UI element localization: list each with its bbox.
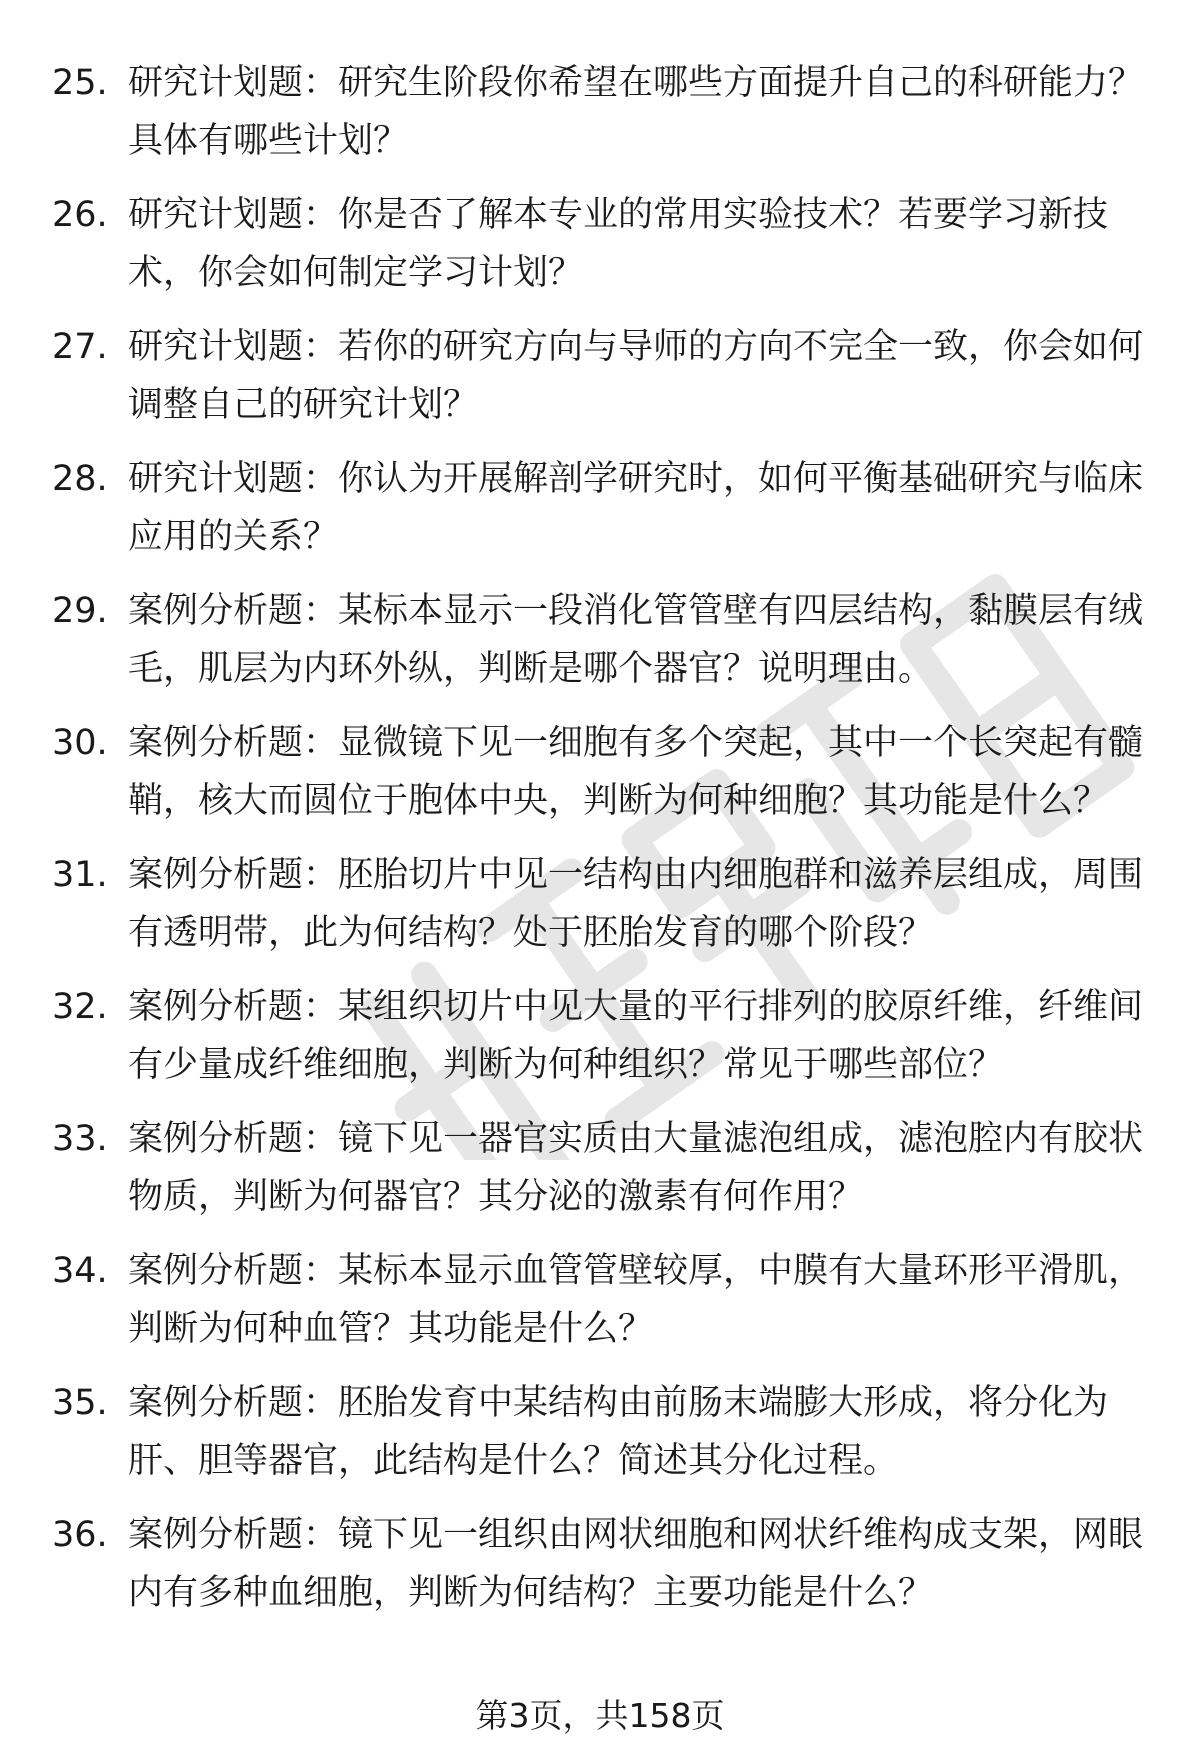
question-item [52,714,1152,830]
question-item [52,450,1152,566]
question-text: 研究计划题：你认为开展解剖学研究时，如何平衡基础研究与临床应用的关系？ [128,459,1144,557]
question-number: 33. [52,1119,108,1159]
question-item [52,318,1152,434]
question-list [52,54,1152,1622]
question-text: 案例分析题：镜下见一组织由网状细胞和网状纤维构成支架，网眼内有多种血细胞，判断为何结构？主要功能是什么？ [128,1515,1144,1613]
question-item [52,54,1152,170]
question-number: 26. [52,195,108,235]
question-text: 案例分析题：胚胎切片中见一结构由内细胞群和滋养层组成，周围有透明带，此为何结构？处于胚胎发育的哪个阶段？ [128,855,1144,953]
question-item [52,1374,1152,1490]
question-text: 研究计划题：研究生阶段你希望在哪些方面提升自己的科研能力？具体有哪些计划？ [128,63,1144,161]
page-number: 第3页，共158页 [475,1696,725,1735]
question-number: 34. [52,1251,108,1291]
question-text: 研究计划题：若你的研究方向与导师的方向不完全一致，你会如何调整自己的研究计划？ [128,327,1144,425]
question-text: 案例分析题：镜下见一器官实质由大量滤泡组成，滤泡腔内有胶状物质，判断为何器官？其分泌的激素有何作用？ [128,1119,1144,1217]
question-item [52,1110,1152,1226]
question-number: 29. [52,591,108,631]
question-item [52,978,1152,1094]
question-number: 25. [52,63,108,103]
question-number: 35. [52,1383,108,1423]
question-number: 28. [52,459,108,499]
question-text: 案例分析题：胚胎发育中某结构由前肠末端膨大形成，将分化为肝、胆等器官，此结构是什么？简述其分化过程。 [128,1383,1109,1481]
question-text: 案例分析题：某标本显示一段消化管管壁有四层结构，黏膜层有绒毛，肌层为内环外纵，判断是哪个器官？说明理由。 [128,591,1144,689]
question-text: 案例分析题：显微镜下见一细胞有多个突起，其中一个长突起有髓鞘，核大而圆位于胞体中央，判断为何种细胞？其功能是什么？ [128,723,1144,821]
question-item [52,186,1152,302]
question-number: 31. [52,855,108,895]
question-number: 27. [52,327,108,367]
question-number: 32. [52,987,108,1027]
question-item [52,582,1152,698]
question-text: 研究计划题：你是否了解本专业的常用实验技术？若要学习新技术，你会如何制定学习计划？ [128,195,1109,293]
question-item [52,1242,1152,1358]
question-text: 案例分析题：某标本显示血管管壁较厚，中膜有大量环形平滑肌，判断为何种血管？其功能是什么？ [128,1251,1144,1349]
question-number: 30. [52,723,108,763]
question-number: 36. [52,1515,108,1555]
question-text: 案例分析题：某组织切片中见大量的平行排列的胶原纤维，纤维间有少量成纤维细胞，判断为何种组织？常见于哪些部位？ [128,987,1144,1085]
question-item [52,846,1152,962]
question-item [52,1506,1152,1622]
